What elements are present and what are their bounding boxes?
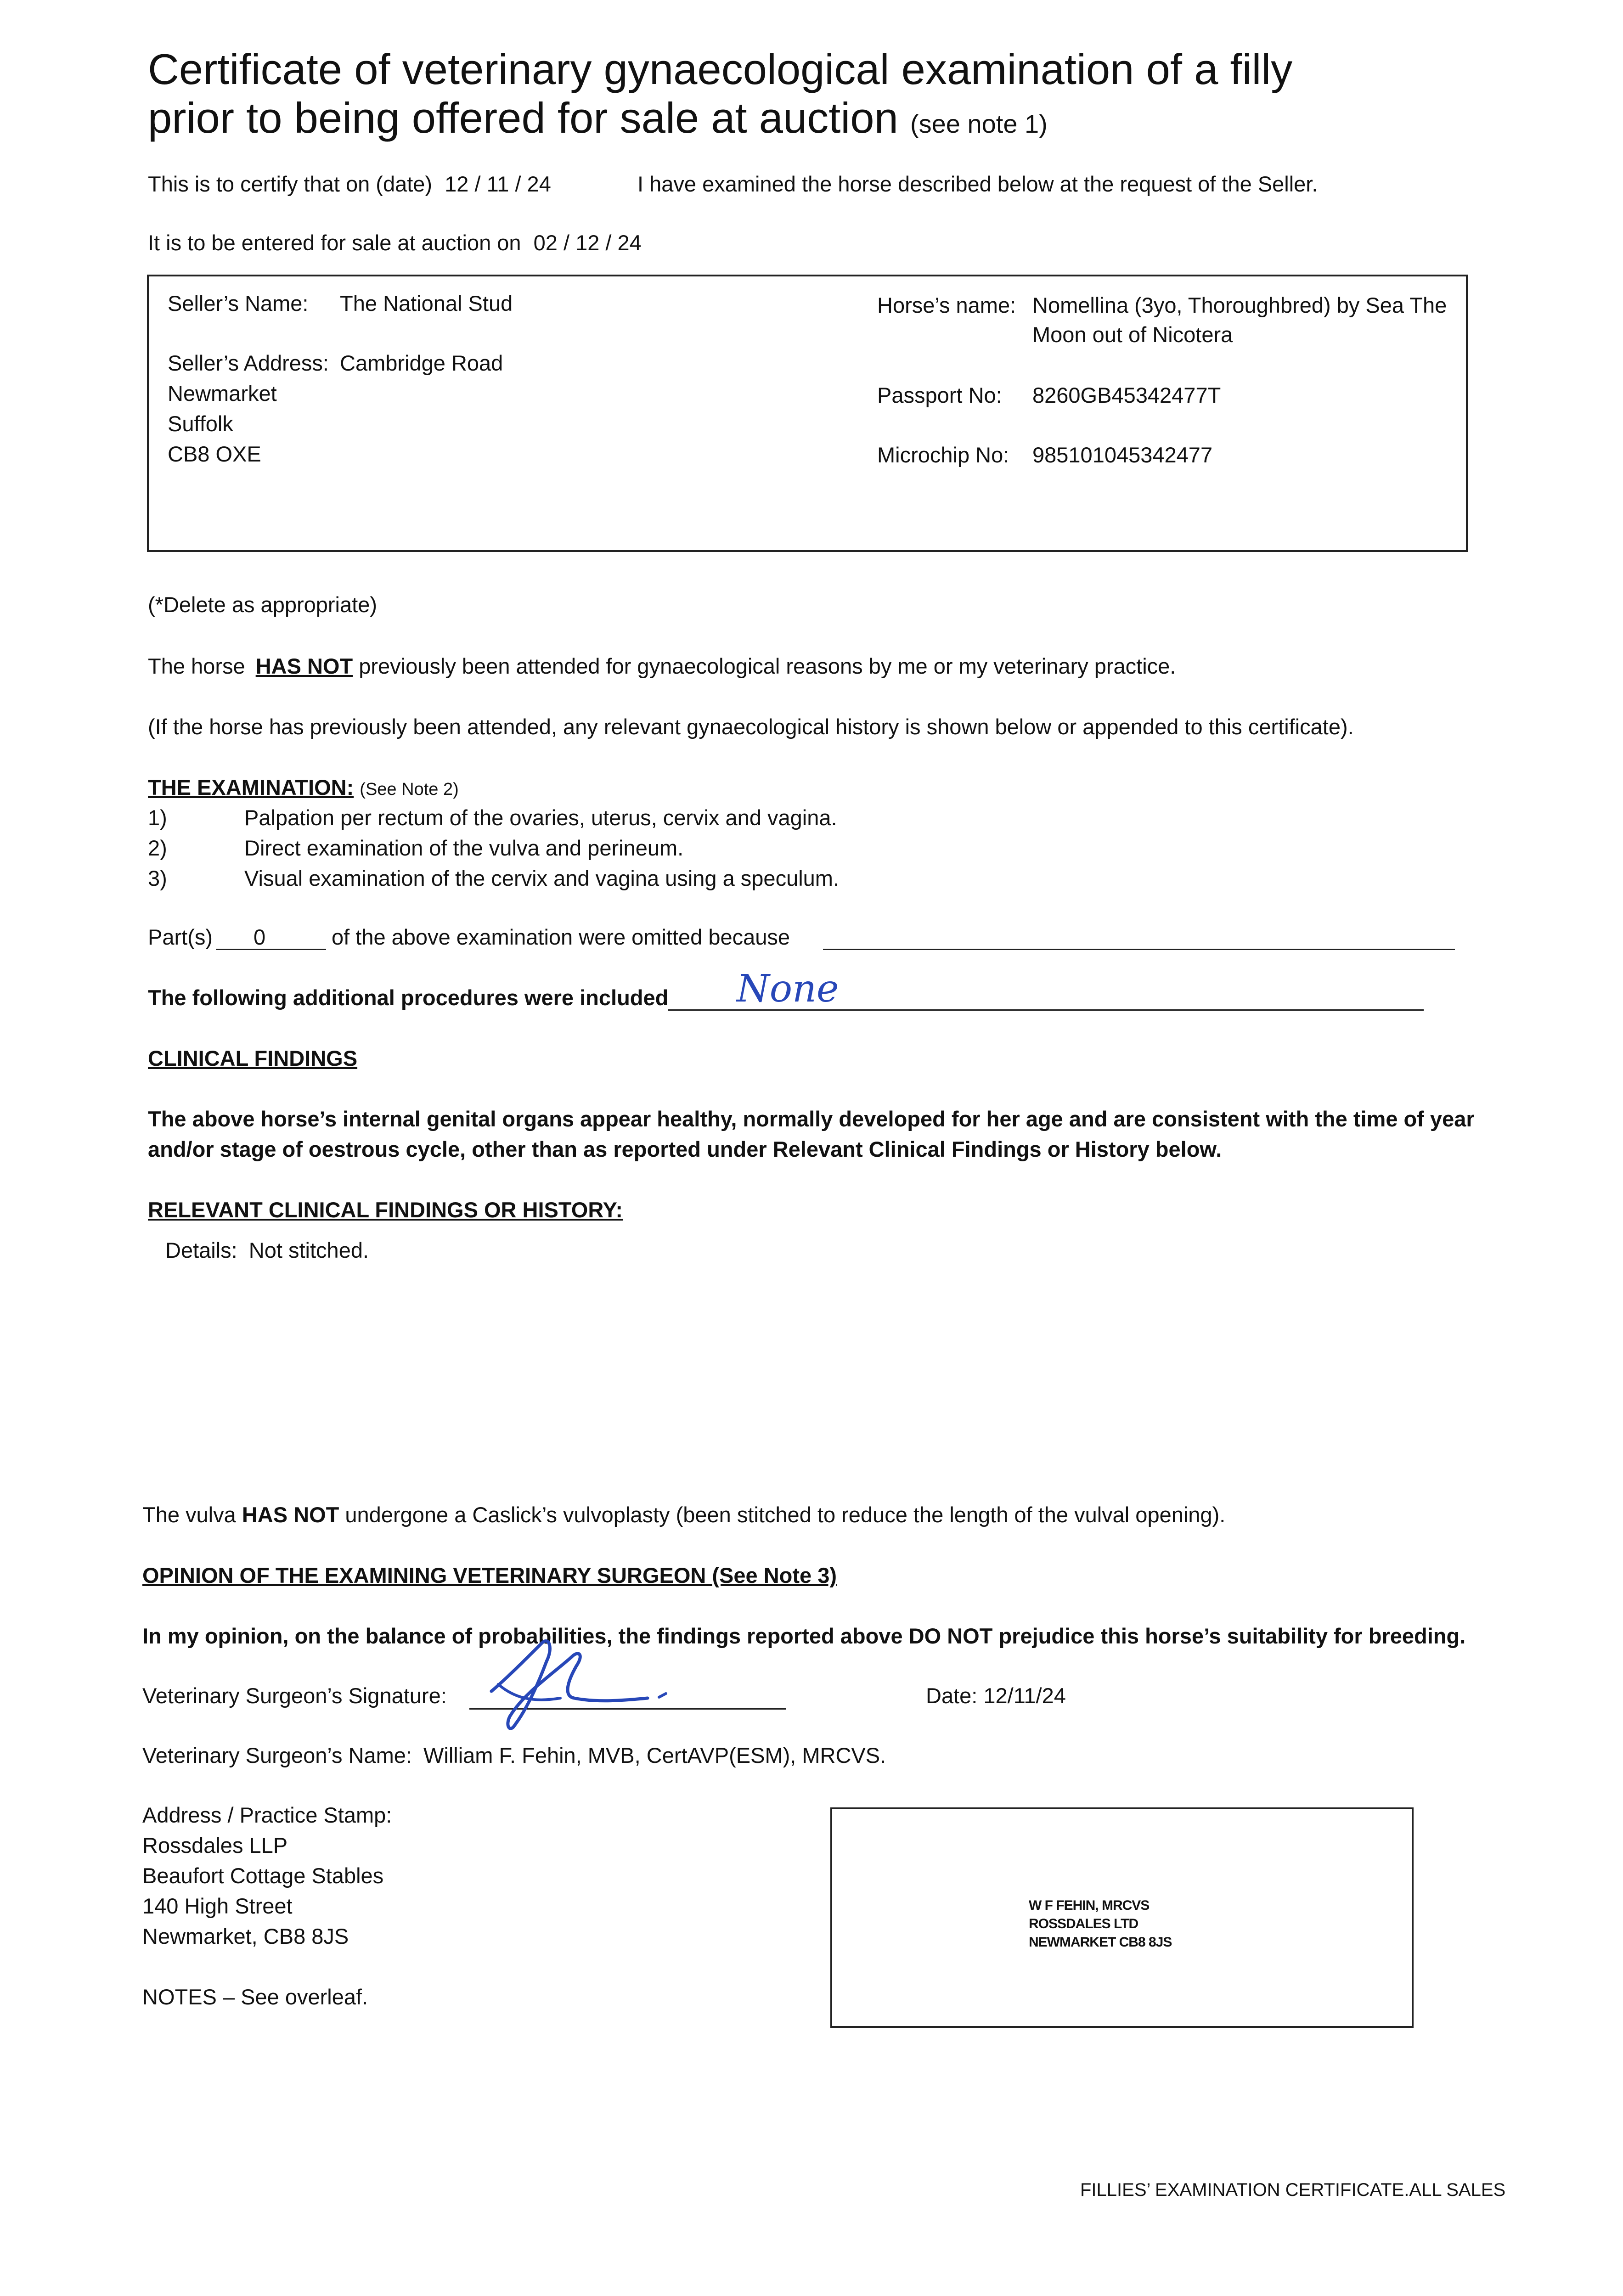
- title-line-1: Certificate of veterinary gynaecological examination of a filly: [148, 45, 1293, 93]
- history-note: (If the horse has previously been attended, any relevant gynaecological history is shown below or appended to this certificate).: [148, 715, 1354, 739]
- surgeon-row: [142, 1741, 886, 1770]
- passport-label: Passport No:: [877, 383, 1002, 407]
- exam-item-1-text: Palpation per rectum of the ovaries, uterus, cervix and vagina.: [244, 805, 837, 830]
- omitted-suffix: of the above examination were omitted because: [332, 925, 790, 949]
- signature-label: Veterinary Surgeon’s Signature:: [142, 1683, 447, 1708]
- exam-item-2-text: Direct examination of the vulva and perineum.: [244, 836, 684, 860]
- attended-suffix: previously been attended for gynaecological reasons by me or my veterinary practice.: [359, 654, 1176, 678]
- surgeon-name: William F. Fehin, MVB, CertAVP(ESM), MRCVS.: [423, 1743, 886, 1767]
- auction-prefix: It is to be entered for sale at auction on: [148, 231, 521, 255]
- seller-address-line-1: Cambridge Road: [340, 351, 503, 375]
- signature-date-row: [926, 1682, 1066, 1710]
- seller-address-line-3: Suffolk: [168, 411, 233, 436]
- opinion-heading: OPINION OF THE EXAMINING VETERINARY SURGEON (See Note 3): [142, 1563, 837, 1587]
- exam-item-3-num: 3): [148, 866, 167, 890]
- relevant-details-row: [165, 1236, 369, 1265]
- footer-text: FILLIES’ EXAMINATION CERTIFICATE.ALL SALES: [1080, 2180, 1506, 2200]
- delete-note: (*Delete as appropriate): [148, 592, 377, 617]
- omitted-reason-line: [823, 949, 1455, 950]
- vulva-prefix: The vulva: [142, 1503, 236, 1527]
- horse-name-line-1: Nomellina (3yo, Thoroughbred) by Sea The: [1032, 293, 1447, 317]
- vulva-status: HAS NOT: [242, 1503, 339, 1527]
- seller-address-line-2: Newmarket: [168, 381, 277, 405]
- microchip-label: Microchip No:: [877, 443, 1009, 467]
- exam-item-2-num: 2): [148, 836, 167, 860]
- attended-prefix: The horse: [148, 654, 245, 678]
- practice-label: Address / Practice Stamp:: [142, 1803, 392, 1827]
- stamp-line-1: W F FEHIN, MRCVS: [1029, 1898, 1150, 1913]
- stamp-line-2: ROSSDALES LTD: [1029, 1916, 1138, 1931]
- clinical-text-line-2: and/or stage of oestrous cycle, other than as reported under Relevant Clinical Findings or History below.: [148, 1137, 1222, 1161]
- signature-mark: [464, 1629, 680, 1739]
- seller-name-label: Seller’s Name:: [168, 291, 309, 315]
- certify-date: 12 / 11 / 24: [445, 172, 551, 196]
- attended-line: [148, 652, 1176, 681]
- seller-address-label: Seller’s Address:: [168, 351, 329, 375]
- omitted-value: 0: [254, 925, 266, 949]
- certify-line: [148, 170, 551, 198]
- certify-prefix: This is to certify that on (date): [148, 172, 433, 196]
- vulva-line: [142, 1501, 1225, 1529]
- relevant-heading: RELEVANT CLINICAL FINDINGS OR HISTORY:: [148, 1198, 623, 1222]
- exam-item-1-num: 1): [148, 805, 167, 830]
- notes-text: NOTES – See overleaf.: [142, 1985, 368, 2009]
- stamp-line-3: NEWMARKET CB8 8JS: [1029, 1935, 1172, 1950]
- auction-line: [148, 229, 642, 257]
- practice-line-3: 140 High Street: [142, 1894, 293, 1918]
- exam-item-3-text: Visual examination of the cervix and vagina using a speculum.: [244, 866, 840, 890]
- examination-heading-note: (See Note 2): [360, 780, 459, 799]
- seller-address-line-4: CB8 OXE: [168, 442, 261, 466]
- relevant-details: Not stitched.: [248, 1238, 369, 1262]
- practice-line-4: Newmarket, CB8 8JS: [142, 1924, 349, 1948]
- clinical-heading: CLINICAL FINDINGS: [148, 1046, 358, 1070]
- title-note: (see note 1): [910, 109, 1048, 138]
- examination-heading: THE EXAMINATION:: [148, 775, 354, 799]
- certify-suffix: I have examined the horse described below at the request of the Seller.: [637, 172, 1318, 196]
- omitted-prefix: Part(s): [148, 925, 213, 949]
- surgeon-label: Veterinary Surgeon’s Name:: [142, 1743, 412, 1767]
- signature-date: 12/11/24: [983, 1683, 1066, 1708]
- omitted-value-underline: [216, 949, 326, 950]
- relevant-details-label: Details:: [165, 1238, 237, 1262]
- additional-label: The following additional procedures were included: [148, 985, 669, 1010]
- horse-name-line-2: Moon out of Nicotera: [1032, 322, 1233, 347]
- title-line-2-text: prior to being offered for sale at auction: [148, 94, 898, 142]
- clinical-text-line-1: The above horse’s internal genital organs appear healthy, normally developed for her age and are consistent with the time of year: [148, 1107, 1475, 1131]
- horse-name-label: Horse’s name:: [877, 293, 1016, 317]
- microchip-number: 985101045342477: [1032, 443, 1213, 467]
- examination-heading-row: [148, 773, 459, 804]
- title-line-2: [148, 94, 1048, 148]
- seller-name: The National Stud: [340, 291, 513, 315]
- auction-date: 02 / 12 / 24: [533, 231, 642, 255]
- passport-number: 8260GB45342477T: [1032, 383, 1221, 407]
- practice-line-1: Rossdales LLP: [142, 1833, 288, 1857]
- attended-status: HAS NOT: [255, 654, 353, 678]
- opinion-text: In my opinion, on the balance of probabilities, the findings reported above DO NOT prejudice this horse’s suitability for breeding.: [142, 1624, 1466, 1648]
- vulva-suffix: undergone a Caslick’s vulvoplasty (been stitched to reduce the length of the vulval opening).: [345, 1503, 1226, 1527]
- practice-line-2: Beaufort Cottage Stables: [142, 1863, 384, 1888]
- signature-date-label: Date:: [926, 1683, 978, 1708]
- additional-handwritten: None: [737, 967, 839, 1011]
